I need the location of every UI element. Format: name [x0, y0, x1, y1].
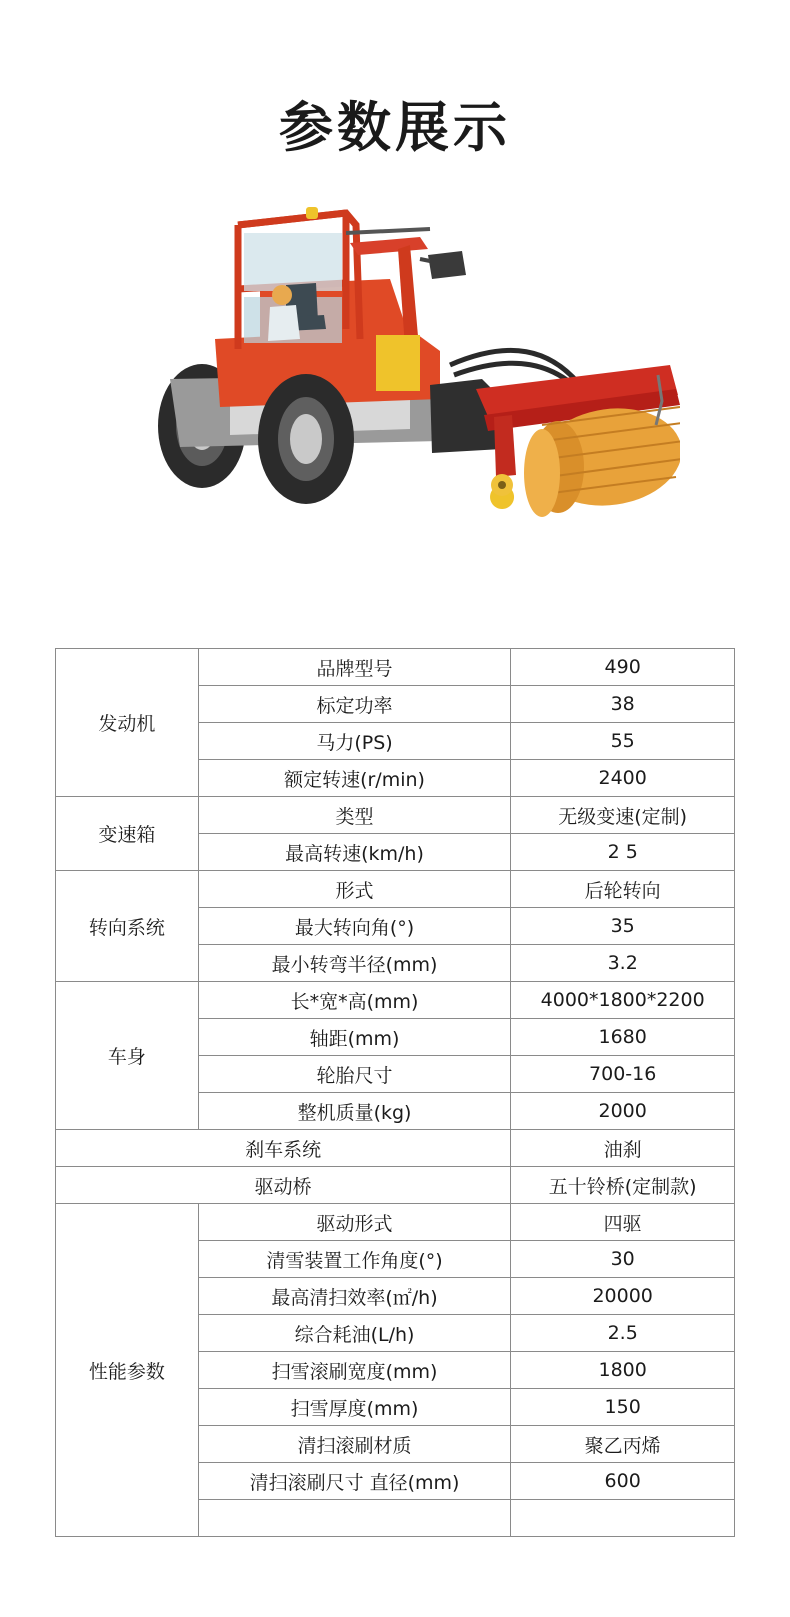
row-label: 刹车系统	[56, 1130, 511, 1167]
row-label: 扫雪滚刷宽度(mm)	[198, 1352, 511, 1389]
row-value: 后轮转向	[511, 871, 735, 908]
row-value: 2400	[511, 760, 735, 797]
row-value: 2.5	[511, 1315, 735, 1352]
table-row	[56, 1204, 735, 1241]
group-label-gearbox: 变速箱	[56, 797, 199, 871]
row-value	[511, 1500, 735, 1537]
table-row	[56, 1130, 735, 1167]
row-value: 1680	[511, 1019, 735, 1056]
row-label: 轮胎尺寸	[198, 1056, 511, 1093]
row-label: 驱动形式	[198, 1204, 511, 1241]
mirror-icon	[428, 251, 466, 279]
page-title: 参数展示	[279, 96, 511, 159]
row-label: 清雪装置工作角度(°)	[198, 1241, 511, 1278]
row-value: 4000*1800*2200	[511, 982, 735, 1019]
row-label: 长*宽*高(mm)	[198, 982, 511, 1019]
row-value: 聚乙丙烯	[511, 1426, 735, 1463]
row-value: 四驱	[511, 1204, 735, 1241]
table-row	[56, 871, 735, 908]
row-value: 35	[511, 908, 735, 945]
row-label: 类型	[198, 797, 511, 834]
group-label-body: 车身	[56, 982, 199, 1130]
row-value: 20000	[511, 1278, 735, 1315]
row-label: 整机质量(kg)	[198, 1093, 511, 1130]
row-label: 品牌型号	[198, 649, 511, 686]
row-label: 额定转速(r/min)	[198, 760, 511, 797]
row-value: 600	[511, 1463, 735, 1500]
row-label: 马力(PS)	[198, 723, 511, 760]
row-value: 38	[511, 686, 735, 723]
row-value: 无级变速(定制)	[511, 797, 735, 834]
row-label: 扫雪厚度(mm)	[198, 1389, 511, 1426]
row-value: 30	[511, 1241, 735, 1278]
group-label-engine: 发动机	[56, 649, 199, 797]
row-label: 清扫滚刷尺寸 直径(mm)	[198, 1463, 511, 1500]
row-value: 油刹	[511, 1130, 735, 1167]
table-row	[56, 797, 735, 834]
row-label: 最大转向角(°)	[198, 908, 511, 945]
fuel-tank	[376, 335, 420, 391]
table-row	[56, 982, 735, 1019]
row-label: 驱动桥	[56, 1167, 511, 1204]
row-label: 清扫滚刷材质	[198, 1426, 511, 1463]
row-label: 最高转速(km/h)	[198, 834, 511, 871]
row-value: 55	[511, 723, 735, 760]
row-label: 形式	[198, 871, 511, 908]
table-row	[56, 1167, 735, 1204]
spec-table	[55, 648, 735, 1537]
table-row	[56, 649, 735, 686]
row-value: 3.2	[511, 945, 735, 982]
row-label: 综合耗油(L/h)	[198, 1315, 511, 1352]
group-label-performance: 性能参数	[56, 1204, 199, 1537]
beacon-light-icon	[306, 207, 318, 219]
row-value: 2 5	[511, 834, 735, 871]
row-label: 轴距(mm)	[198, 1019, 511, 1056]
row-value: 150	[511, 1389, 735, 1426]
row-label: 最高清扫效率(㎡/h)	[198, 1278, 511, 1315]
row-value: 700-16	[511, 1056, 735, 1093]
spec-table-wrapper	[55, 648, 735, 1537]
group-label-steering: 转向系统	[56, 871, 199, 982]
snow-sweeper-illustration	[110, 189, 680, 549]
row-value: 五十铃桥(定制款)	[511, 1167, 735, 1204]
row-label: 标定功率	[198, 686, 511, 723]
row-label	[198, 1500, 511, 1537]
row-value: 490	[511, 649, 735, 686]
front-wheel-icon	[258, 374, 354, 504]
row-value: 1800	[511, 1352, 735, 1389]
row-label: 最小转弯半径(mm)	[198, 945, 511, 982]
row-value: 2000	[511, 1093, 735, 1130]
product-image	[0, 179, 790, 569]
